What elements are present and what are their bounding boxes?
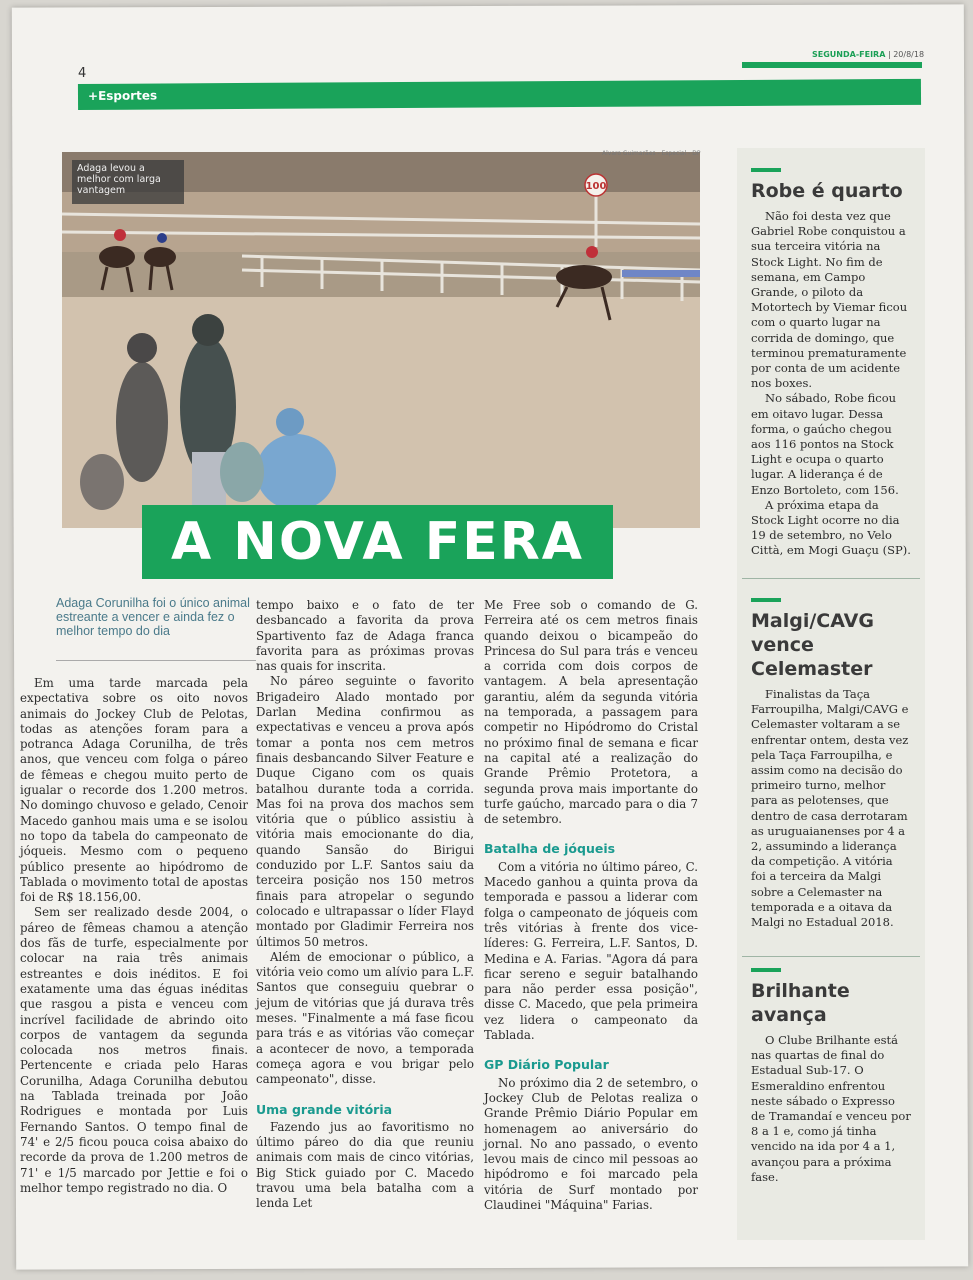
article-column-1 bbox=[20, 676, 248, 1196]
paragraph: Sem ser realizado desde 2004, o páreo de fêmeas chamou a atenção dos fãs de turfe, especialmente por colocar na raia três animais estreantes e dois inéditos. E foi exatamente uma das éguas inéditas que rasgou a pista e venceu com incrível facilidade de abrindo oito corpos de vantagem da segunda colocada nos metros finais. Pertencente e criada pelo Haras Corunilha, Adaga Corunilha debutou na Tablada treinada por João Rodrigues e montada por Luis Fernando Santos. O tempo final de 74' e 2/5 ficou pouca coisa abaixo do recorde da prova de 1.200 metros de 71' e 1/5 marcado por Jettie e foi o melhor tempo registrado no dia. O bbox=[20, 905, 248, 1195]
paragraph: No páreo seguinte o favorito Brigadeiro Alado montado por Darlan Medina confirmou as expectativas e venceu a prova após tomar a ponta nos cem metros finais desbancando Silver Feature e Duque Cigano com os quais batalhou durante toda a corrida. Mas foi na prova dos machos sem vitória que o público assistiu à vitória mais emocionante do dia, quando Sansão do Birigui conduzido por L.F. Santos saiu da terceira posição nos 150 metros finais para atropelar o segundo colocado e ultrapassar o líder Flayd montado por Gladimir Ferreira nos últimos 50 metros. bbox=[256, 674, 474, 949]
paragraph: tempo baixo e o fato de ter desbancado a favorita da prova Spartivento faz de Adaga franca favorita para as próximas provas nas quais for inscrita. bbox=[256, 598, 474, 674]
sidebar-accent bbox=[751, 598, 781, 602]
paragraph: No próximo dia 2 de setembro, o Jockey Club de Pelotas realiza o Grande Prêmio Diário Popular em homenagem ao aniversário do jornal. No ano passado, o evento levou mais de cinco mil pessoas ao hipódromo e foi marcado pela vitória de Surf montado por Claudinei "Máquina" Farias. bbox=[484, 1075, 698, 1212]
paragraph: Fazendo jus ao favoritismo no último páreo do dia que reuniu animais com mais de cinco vitórias, Big Stick guiado por C. Macedo travou uma bela batalha com a lenda Let bbox=[256, 1119, 474, 1211]
paragraph: Finalistas da Taça Farroupilha, Malgi/CAVG e Celemaster voltaram a se enfrentar ontem, desta vez pela Taça Farroupilha, e assim como na decisão do primeiro turno, melhor para as pelotenses, que dentro de casa derrotaram as uruguaianenses por 4 a 2, assumindo a liderança da competição. A vitória foi a terceira da Malgi sobre a Celemaster na temporada e a oitava da Malgi no Estadual 2018. bbox=[751, 687, 909, 930]
dateline-date: 20/8/18 bbox=[893, 50, 925, 59]
article-lede: Adaga Corunilha foi o único animal estreante a vencer e ainda fez o melhor tempo do dia bbox=[56, 596, 250, 638]
sidebar-title: Brilhante avança bbox=[751, 980, 850, 1026]
lede-divider bbox=[56, 660, 256, 661]
paragraph: A próxima etapa da Stock Light ocorre no dia 19 de setembro, no Velo Città, em Mogi Guaçu (SP). bbox=[751, 497, 911, 558]
subhead-uma-grande-vitoria: Uma grande vitória bbox=[256, 1101, 393, 1117]
sidebar-divider bbox=[742, 578, 920, 579]
dateline: SEGUNDA-FEIRA | 20/8/18 bbox=[812, 50, 925, 59]
paragraph: No sábado, Robe ficou em oitavo lugar. Dessa forma, o gaúcho chegou aos 116 pontos na Stock Light e ocupa o quarto lugar. A liderança é de Enzo Bortoleto, com 156. bbox=[751, 391, 899, 497]
sidebar-story-robe bbox=[751, 168, 911, 559]
sidebar-text bbox=[751, 1033, 911, 1185]
dateline-day: SEGUNDA-FEIRA bbox=[812, 50, 886, 59]
paragraph: O Clube Brilhante está nas quartas de final do Estadual Sub-17. O Esmeraldino enfrentou neste sábado o Expresso de Tramandaí e venceu por 8 a 1 e, como já tinha vencido na ida por 4 a 1, avançou para a próxima fase. bbox=[751, 1033, 911, 1184]
section-label: +Esportes bbox=[87, 88, 158, 103]
sidebar-title: Robe é quarto bbox=[751, 180, 903, 202]
article-column-3 bbox=[484, 598, 698, 1213]
sidebar-story-brilhante bbox=[751, 968, 911, 1185]
photo-caption: Adaga levou a melhor com larga vantagem bbox=[72, 160, 184, 204]
page-number: 4 bbox=[78, 66, 87, 81]
paragraph: Não foi desta vez que Gabriel Robe conquistou a sua terceira vitória na Stock Light. No fim de semana, em Campo Grande, o piloto da Motortech by Viemar ficou com o quarto lugar na corrida de domingo, que terminou prematuramente por conta de um acidente nos boxes. bbox=[751, 209, 908, 391]
race-photo bbox=[62, 152, 700, 528]
sidebar-accent bbox=[751, 168, 781, 172]
header-accent-bar bbox=[742, 62, 922, 68]
article-column-2 bbox=[256, 598, 474, 1212]
subhead-gp-diario-popular: GP Diário Popular bbox=[484, 1057, 609, 1073]
sidebar-accent bbox=[751, 968, 781, 972]
distance-marker-text: 100 bbox=[585, 181, 607, 192]
sidebar-story-malgi bbox=[751, 598, 911, 930]
sidebar-divider bbox=[742, 956, 920, 957]
sidebar-text bbox=[751, 209, 911, 559]
paragraph: Com a vitória no último páreo, C. Macedo ganhou a quinta prova da temporada e passou a liderar com folga o campeonato de jóqueis com três vitórias à frente dos vice-líderes: G. Ferreira, L.F. Santos, D. Medina e A. Farias. "Agora dá para ficar sereno e seguir batalhando para não perder essa posição", disse C. Macedo, que pela primeira vez lidera o campeonato da Tablada. bbox=[484, 859, 698, 1043]
race-photo-illustration bbox=[62, 152, 700, 528]
subhead-batalha-de-joqueis: Batalha de jóqueis bbox=[484, 841, 616, 857]
photo-credit: Alvaro Guimarães - Especial - DP bbox=[602, 150, 701, 157]
paragraph: Além de emocionar o público, a vitória veio como um alívio para L.F. Santos que conseguiu quebrar o jejum de vitórias que já durava três meses. "Finalmente a má fase ficou para trás e as vitórias vão começar a acontecer de novo, a temporada começa agora e vou brigar pelo campeonato", disse. bbox=[256, 949, 474, 1087]
sidebar-title: Malgi/CAVG vence Celemaster bbox=[751, 610, 874, 680]
section-bar bbox=[78, 79, 921, 110]
article-headline: A NOVA FERA bbox=[142, 505, 613, 579]
paragraph: Me Free sob o comando de G. Ferreira até os cem metros finais quando deixou o bicampeão do Princesa do Sul para trás e venceu a corrida com dois corpos de vantagem. A bela apresentação garantiu, além da segunda vitória na temporada, a passagem para competir no Hipódromo do Cristal no próximo final de semana e ficar na capital até a realização do Grande Prêmio Protetora, a segunda prova mais importante do turfe gaúcho, marcado para o dia 7 de setembro. bbox=[484, 598, 698, 827]
sidebar-text bbox=[751, 687, 911, 930]
paragraph: Em uma tarde marcada pela expectativa sobre os oito novos animais do Jockey Club de Pelotas, todas as atenções foram para a potranca Adaga Corunilha, de três anos, que venceu com folga o páreo de fêmeas e chegou muito perto de igualar o recorde dos 1.200 metros. No domingo chuvoso e gelado, Cenoir Macedo ganhou mais uma e se isolou no topo da tabela do campeonato de jóqueis. Mesmo com o pequeno público presente ao hipódromo de Tablada o movimento total de apostas foi de R$ 18.156,00. bbox=[20, 676, 248, 905]
